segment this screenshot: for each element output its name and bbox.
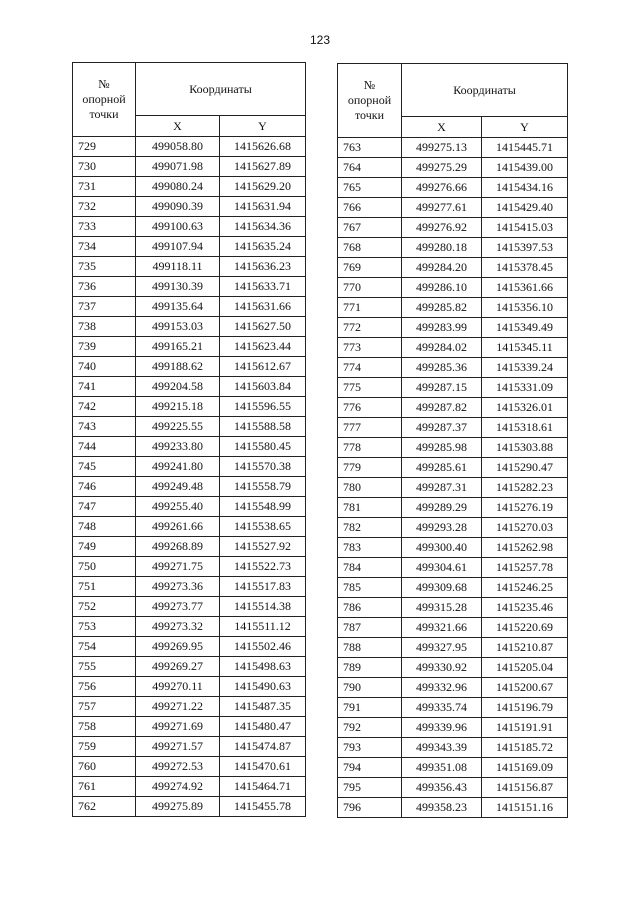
y-coordinate-cell: 1415378.45: [482, 258, 568, 278]
x-coordinate-cell: 499058.80: [136, 137, 220, 157]
y-coordinate-cell: 1415480.47: [220, 717, 306, 737]
y-coordinate-cell: 1415191.91: [482, 718, 568, 738]
point-number-header-line: точки: [89, 107, 119, 121]
y-coordinate-cell: 1415169.09: [482, 758, 568, 778]
table-row: [73, 657, 306, 677]
coordinates-header: Координаты: [136, 63, 306, 116]
point-number-cell: 744: [73, 437, 136, 457]
y-coordinate-cell: 1415612.67: [220, 357, 306, 377]
table-row: [338, 798, 568, 818]
x-coordinate-cell: 499215.18: [136, 397, 220, 417]
x-coordinate-cell: 499241.80: [136, 457, 220, 477]
table-row: [338, 198, 568, 218]
y-coordinate-cell: 1415220.69: [482, 618, 568, 638]
x-coordinate-cell: 499339.96: [402, 718, 482, 738]
point-number-cell: 730: [73, 157, 136, 177]
point-number-cell: 760: [73, 757, 136, 777]
point-number-cell: 736: [73, 277, 136, 297]
x-coordinate-cell: 499309.68: [402, 578, 482, 598]
y-coordinate-cell: 1415326.01: [482, 398, 568, 418]
point-number-cell: 770: [338, 278, 402, 298]
x-coordinate-cell: 499255.40: [136, 497, 220, 517]
y-coordinate-cell: 1415631.94: [220, 197, 306, 217]
y-coordinate-cell: 1415290.47: [482, 458, 568, 478]
table-row: [73, 237, 306, 257]
x-coordinate-cell: 499283.99: [402, 318, 482, 338]
table-row: [338, 458, 568, 478]
y-coordinate-cell: 1415527.92: [220, 537, 306, 557]
y-coordinate-cell: 1415514.38: [220, 597, 306, 617]
point-number-cell: 771: [338, 298, 402, 318]
y-coordinate-cell: 1415487.35: [220, 697, 306, 717]
point-number-cell: 785: [338, 578, 402, 598]
point-number-cell: 761: [73, 777, 136, 797]
table-row: [73, 137, 306, 157]
x-coordinate-cell: 499204.58: [136, 377, 220, 397]
y-coordinate-cell: 1415415.03: [482, 218, 568, 238]
point-number-cell: 794: [338, 758, 402, 778]
point-number-cell: 753: [73, 617, 136, 637]
y-coordinate-cell: 1415570.38: [220, 457, 306, 477]
point-number-cell: 756: [73, 677, 136, 697]
table-row: [338, 578, 568, 598]
table-row: [338, 638, 568, 658]
y-coordinate-cell: 1415474.87: [220, 737, 306, 757]
point-number-cell: 783: [338, 538, 402, 558]
point-number-cell: 775: [338, 378, 402, 398]
table-row: [73, 457, 306, 477]
table-row: [73, 437, 306, 457]
table-row: [73, 797, 306, 817]
x-coordinate-cell: 499304.61: [402, 558, 482, 578]
y-coordinate-cell: 1415246.25: [482, 578, 568, 598]
x-coordinate-cell: 499273.77: [136, 597, 220, 617]
y-coordinate-cell: 1415464.71: [220, 777, 306, 797]
table-row: [73, 357, 306, 377]
y-column-header: Y: [220, 116, 306, 137]
point-number-header-line: №: [98, 77, 110, 91]
x-coordinate-cell: 499153.03: [136, 317, 220, 337]
x-coordinate-cell: 499071.98: [136, 157, 220, 177]
point-number-cell: 788: [338, 638, 402, 658]
x-coordinate-cell: 499327.95: [402, 638, 482, 658]
table-row: [338, 718, 568, 738]
x-coordinate-cell: 499285.82: [402, 298, 482, 318]
y-coordinate-cell: 1415429.40: [482, 198, 568, 218]
x-coordinate-cell: 499356.43: [402, 778, 482, 798]
point-number-cell: 774: [338, 358, 402, 378]
y-coordinate-cell: 1415633.71: [220, 277, 306, 297]
table-row: [73, 197, 306, 217]
point-number-cell: 737: [73, 297, 136, 317]
table-row: [338, 378, 568, 398]
y-coordinate-cell: 1415580.45: [220, 437, 306, 457]
point-number-cell: 786: [338, 598, 402, 618]
table-row: [73, 317, 306, 337]
point-number-cell: 755: [73, 657, 136, 677]
x-coordinate-cell: 499286.10: [402, 278, 482, 298]
point-number-cell: 764: [338, 158, 402, 178]
table-row: [338, 658, 568, 678]
y-coordinate-cell: 1415439.00: [482, 158, 568, 178]
point-number-cell: 738: [73, 317, 136, 337]
x-coordinate-cell: 499285.98: [402, 438, 482, 458]
x-coordinate-cell: 499275.89: [136, 797, 220, 817]
y-coordinate-cell: 1415270.03: [482, 518, 568, 538]
table-body: [73, 137, 306, 817]
point-number-cell: 749: [73, 537, 136, 557]
table-row: [73, 217, 306, 237]
point-number-cell: 789: [338, 658, 402, 678]
y-coordinate-cell: 1415200.67: [482, 678, 568, 698]
table-row: [73, 537, 306, 557]
y-coordinate-cell: 1415339.24: [482, 358, 568, 378]
table-row: [338, 538, 568, 558]
point-number-cell: 734: [73, 237, 136, 257]
page-number: 123: [309, 33, 331, 47]
point-number-cell: 772: [338, 318, 402, 338]
point-number-header-line: точки: [354, 108, 385, 122]
y-coordinate-cell: 1415356.10: [482, 298, 568, 318]
point-number-header-line: опорной: [82, 92, 126, 106]
y-coordinate-cell: 1415635.24: [220, 237, 306, 257]
table-row: [338, 618, 568, 638]
table-row: [73, 777, 306, 797]
table-row: [73, 477, 306, 497]
table-row: [338, 158, 568, 178]
point-number-cell: 732: [73, 197, 136, 217]
x-coordinate-cell: 499269.27: [136, 657, 220, 677]
y-coordinate-cell: 1415548.99: [220, 497, 306, 517]
point-number-cell: 792: [338, 718, 402, 738]
table-row: [338, 138, 568, 158]
table-row: [73, 677, 306, 697]
point-number-cell: 747: [73, 497, 136, 517]
table-row: [338, 418, 568, 438]
x-coordinate-cell: 499274.92: [136, 777, 220, 797]
x-coordinate-cell: 499343.39: [402, 738, 482, 758]
table-row: [73, 597, 306, 617]
point-number-cell: 784: [338, 558, 402, 578]
y-coordinate-cell: 1415627.89: [220, 157, 306, 177]
table-row: [73, 577, 306, 597]
point-number-cell: 762: [73, 797, 136, 817]
x-coordinate-cell: 499289.29: [402, 498, 482, 518]
y-coordinate-cell: 1415156.87: [482, 778, 568, 798]
point-number-cell: 767: [338, 218, 402, 238]
table-row: [338, 298, 568, 318]
point-number-header-line: опорной: [347, 93, 392, 107]
table-row: [73, 737, 306, 757]
x-coordinate-cell: 499285.61: [402, 458, 482, 478]
table-row: [73, 337, 306, 357]
y-coordinate-cell: 1415623.44: [220, 337, 306, 357]
y-coordinate-cell: 1415262.98: [482, 538, 568, 558]
x-coordinate-cell: 499276.66: [402, 178, 482, 198]
point-number-cell: 733: [73, 217, 136, 237]
table-row: [73, 377, 306, 397]
point-number-cell: 790: [338, 678, 402, 698]
x-coordinate-cell: 499332.96: [402, 678, 482, 698]
table-body: [338, 138, 568, 818]
table-row: [338, 478, 568, 498]
x-coordinate-cell: 499233.80: [136, 437, 220, 457]
x-coordinate-cell: 499261.66: [136, 517, 220, 537]
x-coordinate-cell: 499100.63: [136, 217, 220, 237]
x-coordinate-cell: 499315.28: [402, 598, 482, 618]
point-number-cell: 735: [73, 257, 136, 277]
x-coordinate-cell: 499090.39: [136, 197, 220, 217]
table-row: [73, 257, 306, 277]
y-coordinate-cell: 1415636.23: [220, 257, 306, 277]
table-row: [338, 258, 568, 278]
x-coordinate-cell: 499287.15: [402, 378, 482, 398]
point-number-cell: 795: [338, 778, 402, 798]
y-coordinate-cell: 1415490.63: [220, 677, 306, 697]
x-coordinate-cell: 499284.02: [402, 338, 482, 358]
y-coordinate-cell: 1415502.46: [220, 637, 306, 657]
y-coordinate-cell: 1415626.68: [220, 137, 306, 157]
point-number-cell: 781: [338, 498, 402, 518]
x-coordinate-cell: 499249.48: [136, 477, 220, 497]
y-coordinate-cell: 1415185.72: [482, 738, 568, 758]
x-coordinate-cell: 499276.92: [402, 218, 482, 238]
point-number-header-line: №: [363, 78, 376, 92]
point-number-cell: 777: [338, 418, 402, 438]
point-number-cell: 782: [338, 518, 402, 538]
y-coordinate-cell: 1415276.19: [482, 498, 568, 518]
table-row: [338, 178, 568, 198]
x-coordinate-cell: 499268.89: [136, 537, 220, 557]
point-number-cell: 778: [338, 438, 402, 458]
table-row: [73, 637, 306, 657]
point-number-cell: 758: [73, 717, 136, 737]
y-coordinate-cell: 1415470.61: [220, 757, 306, 777]
x-coordinate-cell: 499321.66: [402, 618, 482, 638]
table-row: [73, 497, 306, 517]
y-coordinate-cell: 1415257.78: [482, 558, 568, 578]
point-number-cell: 780: [338, 478, 402, 498]
x-coordinate-cell: 499273.32: [136, 617, 220, 637]
x-coordinate-cell: 499188.62: [136, 357, 220, 377]
y-coordinate-cell: 1415205.04: [482, 658, 568, 678]
table-row: [73, 697, 306, 717]
table-row: [73, 417, 306, 437]
y-coordinate-cell: 1415196.79: [482, 698, 568, 718]
point-number-cell: 740: [73, 357, 136, 377]
y-coordinate-cell: 1415303.88: [482, 438, 568, 458]
x-coordinate-cell: 499269.95: [136, 637, 220, 657]
x-coordinate-cell: 499277.61: [402, 198, 482, 218]
x-coordinate-cell: 499271.69: [136, 717, 220, 737]
y-column-header: Y: [482, 117, 568, 138]
y-coordinate-cell: 1415235.46: [482, 598, 568, 618]
point-number-cell: 729: [73, 137, 136, 157]
y-coordinate-cell: 1415445.71: [482, 138, 568, 158]
table-row: [73, 397, 306, 417]
coordinates-header: Координаты: [402, 64, 568, 117]
x-column-header: X: [402, 117, 482, 138]
x-column-header: X: [136, 116, 220, 137]
table-row: [338, 318, 568, 338]
point-number-cell: 745: [73, 457, 136, 477]
table-row: [338, 598, 568, 618]
point-number-cell: 751: [73, 577, 136, 597]
x-coordinate-cell: 499287.31: [402, 478, 482, 498]
table-row: [73, 717, 306, 737]
y-coordinate-cell: 1415588.58: [220, 417, 306, 437]
table-row: [338, 518, 568, 538]
y-coordinate-cell: 1415210.87: [482, 638, 568, 658]
y-coordinate-cell: 1415603.84: [220, 377, 306, 397]
y-coordinate-cell: 1415596.55: [220, 397, 306, 417]
x-coordinate-cell: 499284.20: [402, 258, 482, 278]
x-coordinate-cell: 499225.55: [136, 417, 220, 437]
table-row: [73, 177, 306, 197]
x-coordinate-cell: 499275.29: [402, 158, 482, 178]
table-row: [73, 157, 306, 177]
point-number-cell: 742: [73, 397, 136, 417]
x-coordinate-cell: 499118.11: [136, 257, 220, 277]
point-number-cell: 765: [338, 178, 402, 198]
y-coordinate-cell: 1415522.73: [220, 557, 306, 577]
x-coordinate-cell: 499271.75: [136, 557, 220, 577]
table-row: [338, 438, 568, 458]
x-coordinate-cell: 499275.13: [402, 138, 482, 158]
point-number-header: [338, 64, 402, 138]
point-number-cell: 793: [338, 738, 402, 758]
point-number-cell: 787: [338, 618, 402, 638]
point-number-cell: 769: [338, 258, 402, 278]
y-coordinate-cell: 1415517.83: [220, 577, 306, 597]
table-row: [338, 558, 568, 578]
x-coordinate-cell: 499293.28: [402, 518, 482, 538]
y-coordinate-cell: 1415397.53: [482, 238, 568, 258]
point-number-cell: 791: [338, 698, 402, 718]
x-coordinate-cell: 499351.08: [402, 758, 482, 778]
point-number-cell: 743: [73, 417, 136, 437]
point-number-cell: 754: [73, 637, 136, 657]
point-number-cell: 746: [73, 477, 136, 497]
point-number-cell: 768: [338, 238, 402, 258]
point-number-cell: 766: [338, 198, 402, 218]
y-coordinate-cell: 1415318.61: [482, 418, 568, 438]
y-coordinate-cell: 1415538.65: [220, 517, 306, 537]
y-coordinate-cell: 1415511.12: [220, 617, 306, 637]
table-row: [73, 557, 306, 577]
x-coordinate-cell: 499273.36: [136, 577, 220, 597]
point-number-cell: 763: [338, 138, 402, 158]
table-row: [338, 698, 568, 718]
table-row: [338, 278, 568, 298]
y-coordinate-cell: 1415498.63: [220, 657, 306, 677]
x-coordinate-cell: 499300.40: [402, 538, 482, 558]
table-row: [338, 678, 568, 698]
x-coordinate-cell: 499335.74: [402, 698, 482, 718]
x-coordinate-cell: 499330.92: [402, 658, 482, 678]
point-number-cell: 796: [338, 798, 402, 818]
point-number-header: [73, 63, 136, 137]
y-coordinate-cell: 1415331.09: [482, 378, 568, 398]
coordinates-table-left: [72, 62, 306, 817]
table-row: [338, 338, 568, 358]
coordinates-table-right: [337, 63, 568, 818]
x-coordinate-cell: 499358.23: [402, 798, 482, 818]
x-coordinate-cell: 499280.18: [402, 238, 482, 258]
y-coordinate-cell: 1415361.66: [482, 278, 568, 298]
table-row: [73, 517, 306, 537]
table-row: [73, 757, 306, 777]
point-number-cell: 752: [73, 597, 136, 617]
x-coordinate-cell: 499287.82: [402, 398, 482, 418]
y-coordinate-cell: 1415634.36: [220, 217, 306, 237]
x-coordinate-cell: 499130.39: [136, 277, 220, 297]
y-coordinate-cell: 1415631.66: [220, 297, 306, 317]
x-coordinate-cell: 499287.37: [402, 418, 482, 438]
table-row: [338, 398, 568, 418]
point-number-cell: 776: [338, 398, 402, 418]
table-row: [338, 738, 568, 758]
table-row: [338, 358, 568, 378]
y-coordinate-cell: 1415345.11: [482, 338, 568, 358]
x-coordinate-cell: 499080.24: [136, 177, 220, 197]
x-coordinate-cell: 499285.36: [402, 358, 482, 378]
point-number-cell: 773: [338, 338, 402, 358]
y-coordinate-cell: 1415349.49: [482, 318, 568, 338]
table-row: [73, 277, 306, 297]
point-number-cell: 731: [73, 177, 136, 197]
y-coordinate-cell: 1415282.23: [482, 478, 568, 498]
table-row: [338, 238, 568, 258]
point-number-cell: 750: [73, 557, 136, 577]
x-coordinate-cell: 499135.64: [136, 297, 220, 317]
table-row: [73, 617, 306, 637]
point-number-cell: 748: [73, 517, 136, 537]
point-number-cell: 759: [73, 737, 136, 757]
x-coordinate-cell: 499271.57: [136, 737, 220, 757]
x-coordinate-cell: 499270.11: [136, 677, 220, 697]
point-number-cell: 741: [73, 377, 136, 397]
x-coordinate-cell: 499107.94: [136, 237, 220, 257]
y-coordinate-cell: 1415629.20: [220, 177, 306, 197]
point-number-cell: 739: [73, 337, 136, 357]
x-coordinate-cell: 499165.21: [136, 337, 220, 357]
x-coordinate-cell: 499272.53: [136, 757, 220, 777]
y-coordinate-cell: 1415627.50: [220, 317, 306, 337]
table-row: [338, 498, 568, 518]
table-row: [338, 218, 568, 238]
y-coordinate-cell: 1415434.16: [482, 178, 568, 198]
y-coordinate-cell: 1415558.79: [220, 477, 306, 497]
y-coordinate-cell: 1415455.78: [220, 797, 306, 817]
table-row: [73, 297, 306, 317]
table-row: [338, 778, 568, 798]
x-coordinate-cell: 499271.22: [136, 697, 220, 717]
y-coordinate-cell: 1415151.16: [482, 798, 568, 818]
table-row: [338, 758, 568, 778]
point-number-cell: 779: [338, 458, 402, 478]
point-number-cell: 757: [73, 697, 136, 717]
